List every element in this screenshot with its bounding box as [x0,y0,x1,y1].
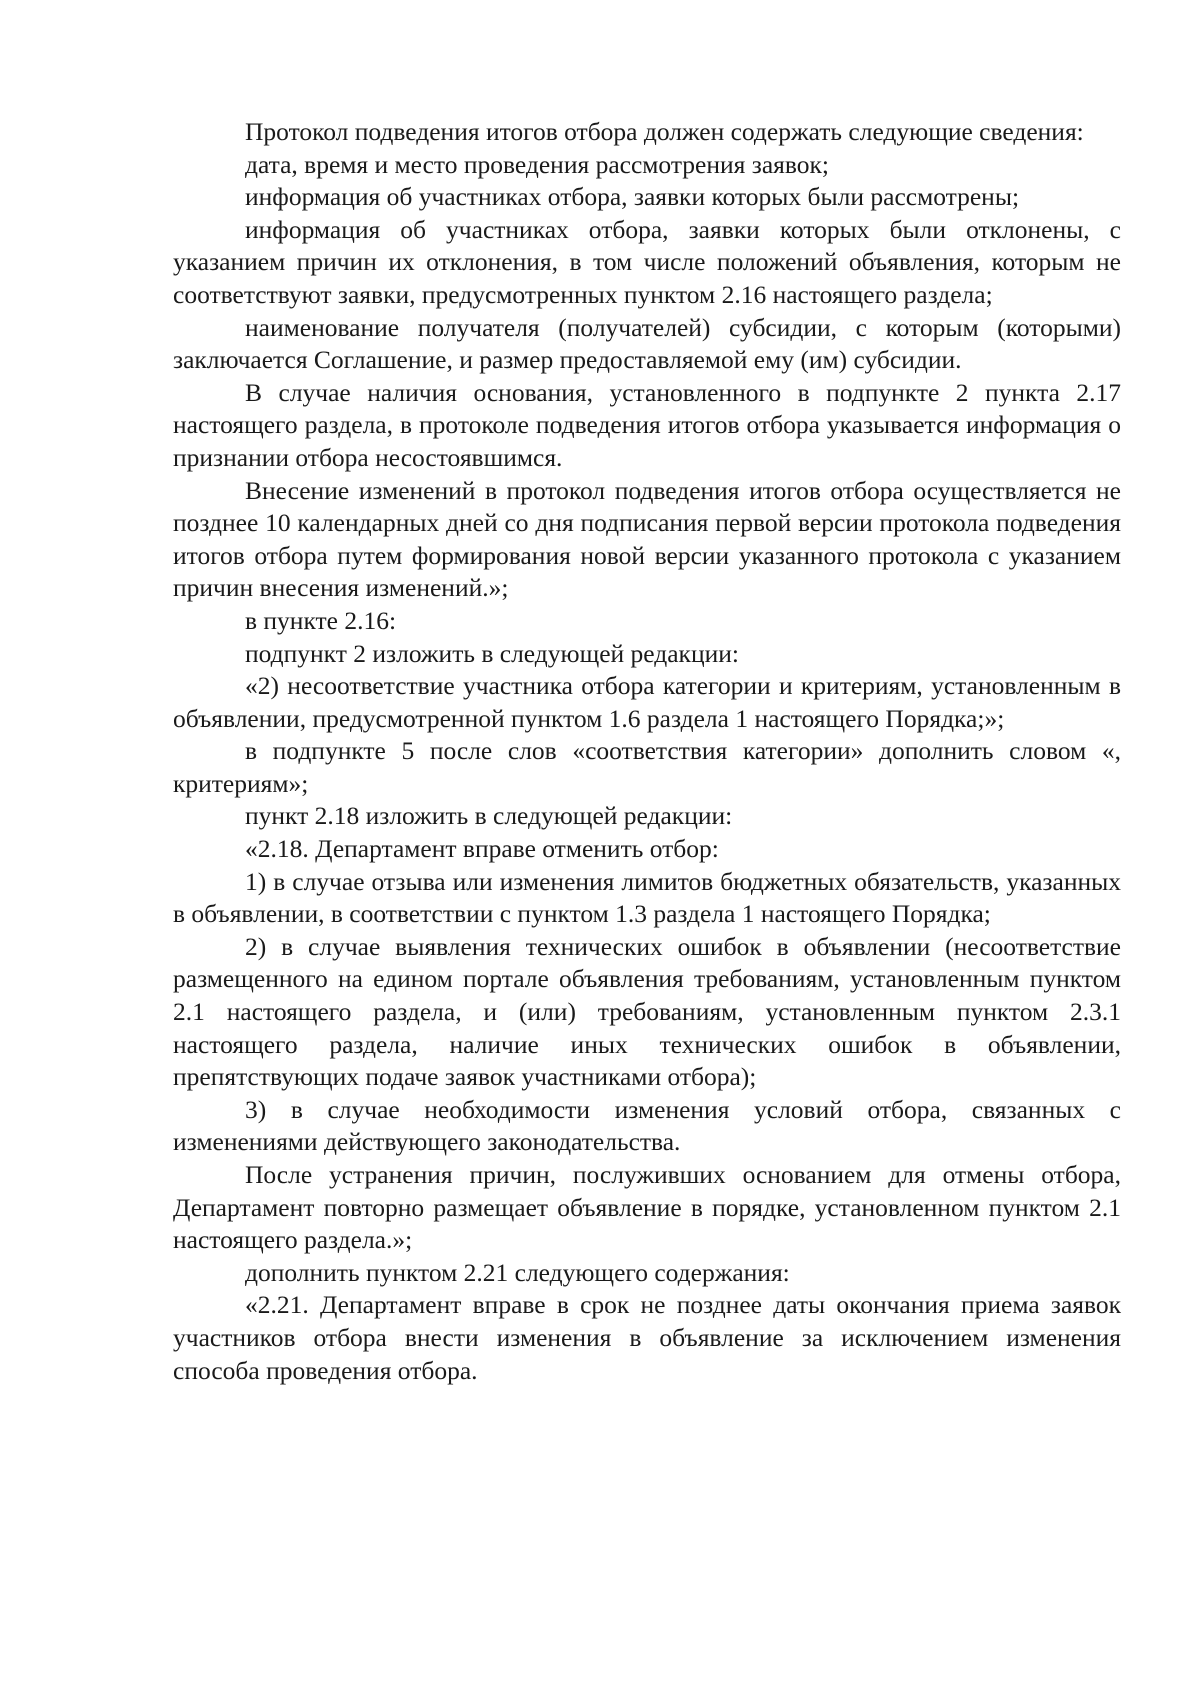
paragraph-clause-2-21-text: «2.21. Департамент вправе в срок не позднее даты окончания приема заявок участников отбора внести изменения в объявление за исключением изменения способа проведения отбора. [173,1290,1121,1385]
paragraph-rejected-participants: информация об участниках отбора, заявки которых были отклонены, с указанием причин их отклонения, в том числе положений объявления, которым не соответствуют заявки, предусмотренных пунктом 2.16 настоящего раздела; [173,214,1121,309]
paragraph-subclause-2-text: «2) несоответствие участника отбора категории и критериям, установленным в объявлении, предусмотренной пунктом 1.6 раздела 1 настоящего Порядка;»; [173,671,1121,733]
paragraph-subclause-2-edit: подпункт 2 изложить в следующей редакции: [245,638,739,668]
paragraph-failed-selection: В случае наличия основания, установленного в подпункте 2 пункта 2.17 настоящего раздела, в протоколе подведения итогов отбора указывается информация о признании отбора несостоявшимся. [173,377,1121,472]
paragraph-clause-2-18-edit: пункт 2.18 изложить в следующей редакции: [245,801,733,831]
paragraph-subclause-5: в подпункте 5 после слов «соответствия категории» дополнить словом «, критериям»; [173,736,1121,798]
paragraph-cancel-reason-1: 1) в случае отзыва или изменения лимитов бюджетных обязательств, указанных в объявлении, в соответствии с пунктом 1.3 раздела 1 настоящего Порядка; [173,866,1121,929]
document-body [173,116,1121,1387]
paragraph-add-clause-2-21: дополнить пунктом 2.21 следующего содержания: [245,1257,790,1287]
paragraph-reviewed-participants: информация об участниках отбора, заявки которых были рассмотрены; [245,182,1020,212]
paragraph-protocol-contents: Протокол подведения итогов отбора должен содержать следующие сведения: [245,117,1084,146]
paragraph-after-elimination: После устранения причин, послуживших основанием для отмены отбора, Департамент повторно размещает объявление в порядке, установленном пунктом 2.1 настоящего раздела.»; [173,1160,1121,1255]
paragraph-date-time-place: дата, время и место проведения рассмотрения заявок; [245,149,829,179]
paragraph-recipient-name: наименование получателя (получателей) субсидии, с которым (которыми) заключается Соглашение, и размер предоставляемой ему (им) субсидии. [173,312,1121,375]
paragraph-protocol-amendments: Внесение изменений в протокол подведения итогов отбора осуществляется не позднее 10 календарных дней со дня подписания первой версии протокола подведения итогов отбора путем формирования новой версии указанного протокола с указанием причин внесения изменений.»; [173,475,1121,603]
paragraph-clause-2-18-title: «2.18. Департамент вправе отменить отбор: [245,834,719,864]
paragraph-cancel-reason-3: 3) в случае необходимости изменения условий отбора, связанных с изменениями действующего законодательства. [173,1094,1121,1157]
paragraph-cancel-reason-2: 2) в случае выявления технических ошибок в объявлении (несоответствие размещенного на едином портале объявления требованиям, установленным пунктом 2.1 настоящего раздела, и (или) требованиям, установленным пунктом 2.3.1 настоящего раздела, наличие иных технических ошибок в объявлении, препятствующих подаче заявок участниками отбора); [173,931,1121,1092]
paragraph-clause-2-16: в пункте 2.16: [245,605,397,635]
